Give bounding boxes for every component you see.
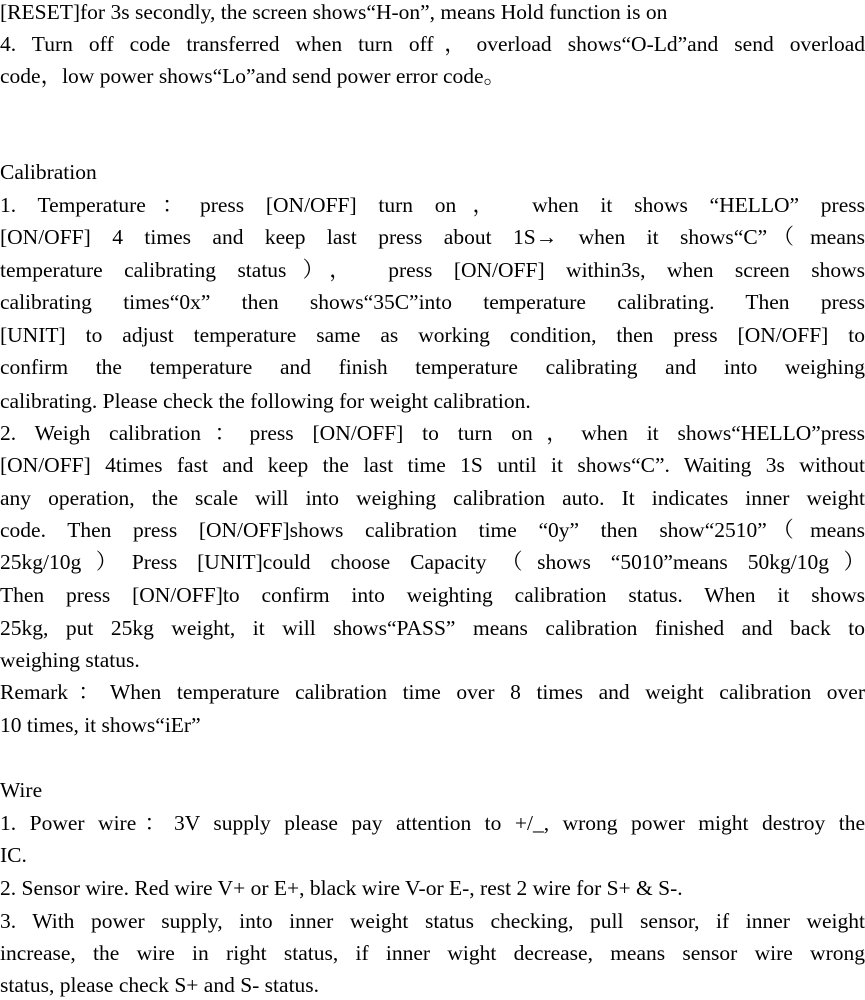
- wire-line-3: 2. Sensor wire. Red wire V+ or E+, black wire V-or E-, rest 2 wire for S+ & S-.: [0, 876, 683, 900]
- weigh-line-3: any operation, the scale will into weighing calibration auto. It indicates inner weight: [0, 486, 865, 510]
- hold-line-2: 4. Turn off code transferred when turn off，overload shows“O-Ld”and send overload: [0, 32, 865, 56]
- weigh-line-4: code. Then press [ON/OFF]shows calibration time “0y” then show“2510”（means: [0, 518, 865, 542]
- temperature-line-5: [UNIT] to adjust temperature same as working condition, then press [ON/OFF] to: [0, 323, 865, 347]
- temperature-line-3: temperature calibrating status）， press [ON/OFF] within3s, when screen shows: [0, 258, 865, 282]
- temperature-line-4: calibrating times“0x” then shows“35C”into temperature calibrating. Then press: [0, 290, 865, 314]
- wire-heading: Wire: [0, 778, 43, 802]
- calibration-heading: Calibration: [0, 160, 97, 184]
- remark-line-2: 10 times, it shows“iEr”: [0, 713, 201, 737]
- temperature-line-2: [ON/OFF] 4 times and keep last press about 1S→ when it shows“C”（means: [0, 225, 865, 249]
- wire-line-5: increase, the wire in right status, if inner wight decrease, means sensor wire wrong: [0, 941, 865, 965]
- wire-line-4: 3. With power supply, into inner weight status checking, pull sensor, if inner weight: [0, 909, 865, 933]
- weigh-line-2: [ON/OFF] 4times fast and keep the last time 1S until it shows“C”. Waiting 3s without: [0, 453, 865, 477]
- weigh-line-7: 25kg, put 25kg weight, it will shows“PASS” means calibration finished and back to: [0, 616, 865, 640]
- weigh-line-5: 25kg/10g）Press [UNIT]could choose Capacity（shows “5010”means 50kg/10g）: [0, 550, 865, 574]
- wire-line-1: 1. Power wire：3V supply please pay attention to +/_, wrong power might destroy the: [0, 811, 865, 835]
- temperature-line-1: 1. Temperature：press [ON/OFF] turn on， when it shows “HELLO” press: [0, 193, 865, 217]
- wire-line-2: IC.: [0, 843, 27, 867]
- hold-line-1: [RESET]for 3s secondly, the screen shows“H-on”, means Hold function is on: [0, 0, 668, 24]
- hold-line-3: code，low power shows“Lo”and send power error code。: [0, 64, 506, 88]
- weigh-line-8: weighing status.: [0, 648, 140, 672]
- temperature-line-6: confirm the temperature and finish temperature calibrating and into weighing: [0, 355, 865, 379]
- remark-line-1: Remark：When temperature calibration time over 8 times and weight calibration over: [0, 680, 865, 704]
- wire-line-6: status, please check S+ and S- status.: [0, 973, 320, 997]
- weigh-line-1: 2. Weigh calibration：press [ON/OFF] to turn on，when it shows“HELLO”press: [0, 421, 865, 445]
- temperature-line-7: calibrating. Please check the following for weight calibration.: [0, 389, 531, 413]
- weigh-line-6: Then press [ON/OFF]to confirm into weighting calibration status. When it shows: [0, 583, 865, 607]
